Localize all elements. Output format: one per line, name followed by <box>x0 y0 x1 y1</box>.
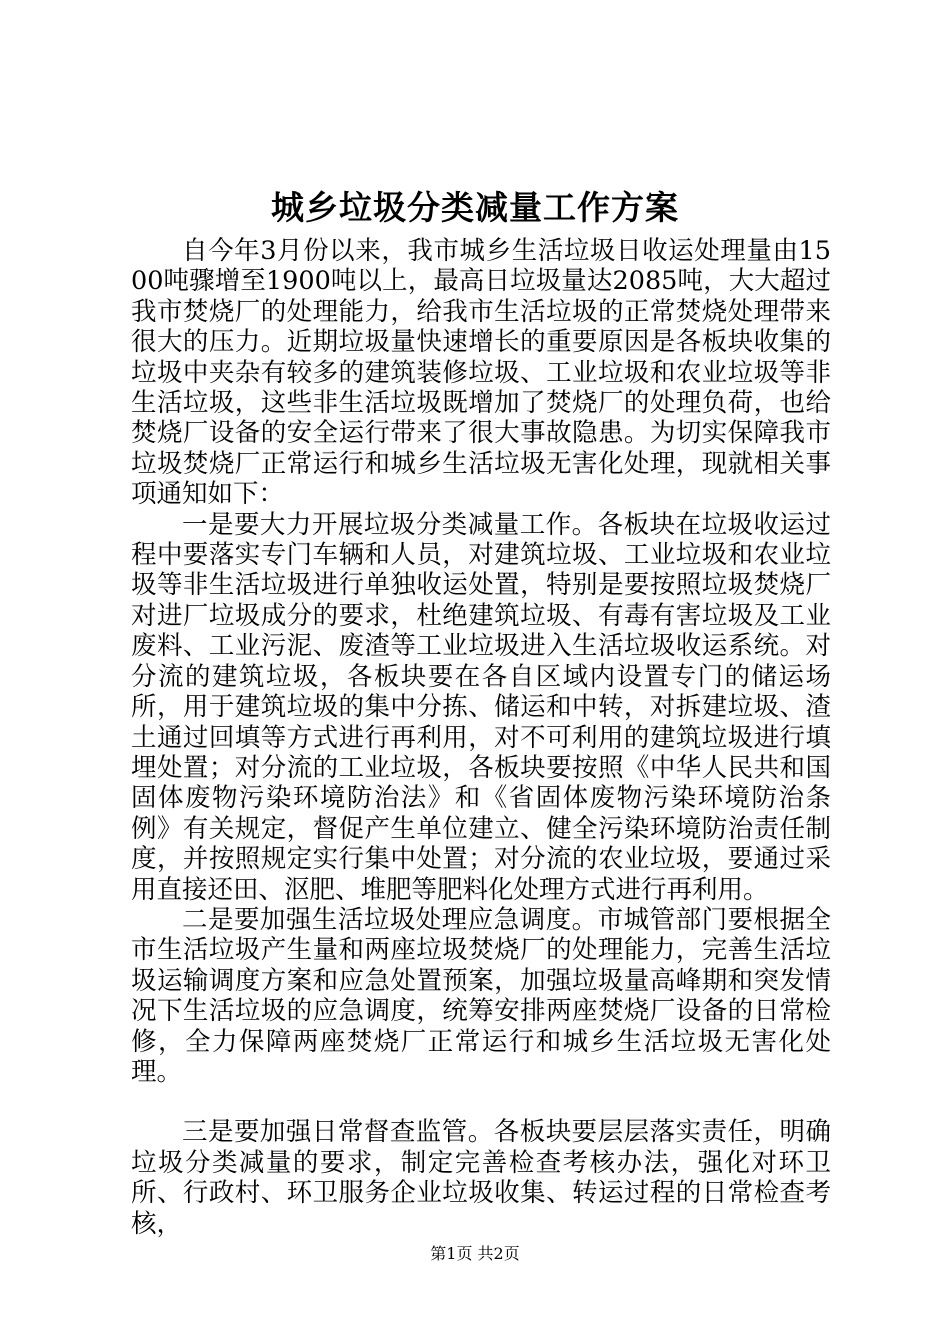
document-body <box>131 236 831 1239</box>
point-three-paragraph: 三是要加强日常督查监管。各板块要层层落实责任，明确垃圾分类减量的要求，制定完善检查考核办法，强化对环卫所、行政村、环卫服务企业垃圾收集、转运过程的日常检查考核， <box>131 1117 831 1239</box>
page-footer: 第1页 共2页 <box>430 1244 520 1263</box>
point-one-paragraph: 一是要大力开展垃圾分类减量工作。各板块在垃圾收运过程中要落实专门车辆和人员，对建筑垃圾、工业垃圾和农业垃圾等非生活垃圾进行单独收运处置，特别是要按照垃圾焚烧厂对进厂垃圾成分的要求，杜绝建筑垃圾、有毒有害垃圾及工业废料、工业污泥、废渣等工业垃圾进入生活垃圾收运系统。对分流的建筑垃圾，各板块要在各自区域内设置专门的储运场所，用于建筑垃圾的集中分拣、储运和中转，对拆建垃圾、渣土通过回填等方式进行再利用，对不可利用的建筑垃圾进行填埋处置；对分流的工业垃圾，各板块要按照《中华人民共和国固体废物污染环境防治法》和《省固体废物污染环境防治条例》有关规定，督促产生单位建立、健全污染环境防治责任制度，并按照规定实行集中处置；对分流的农业垃圾，要通过采用直接还田、沤肥、堆肥等肥料化处理方式进行再利用。 <box>131 509 831 905</box>
document-title: 城乡垃圾分类减量工作方案 <box>271 188 679 227</box>
point-two-paragraph: 二是要加强生活垃圾处理应急调度。市城管部门要根据全市生活垃圾产生量和两座垃圾焚烧厂的处理能力，完善生活垃圾运输调度方案和应急处置预案，加强垃圾量高峰期和突发情况下生活垃圾的应急调度，统筹安排两座焚烧厂设备的日常检修，全力保障两座焚烧厂正常运行和城乡生活垃圾无害化处理。 <box>131 904 831 1087</box>
intro-paragraph: 自今年3月份以来，我市城乡生活垃圾日收运处理量由1500吨骤增至1900吨以上，最高日垃圾量达2085吨，大大超过我市焚烧厂的处理能力，给我市生活垃圾的正常焚烧处理带来很大的压力。近期垃圾量快速增长的重要原因是各板块收集的垃圾中夹杂有较多的建筑装修垃圾、工业垃圾和农业垃圾等非生活垃圾，这些非生活垃圾既增加了焚烧厂的处理负荷，也给焚烧厂设备的安全运行带来了很大事故隐患。为切实保障我市垃圾焚烧厂正常运行和城乡生活垃圾无害化处理，现就相关事项通知如下： <box>131 236 831 510</box>
